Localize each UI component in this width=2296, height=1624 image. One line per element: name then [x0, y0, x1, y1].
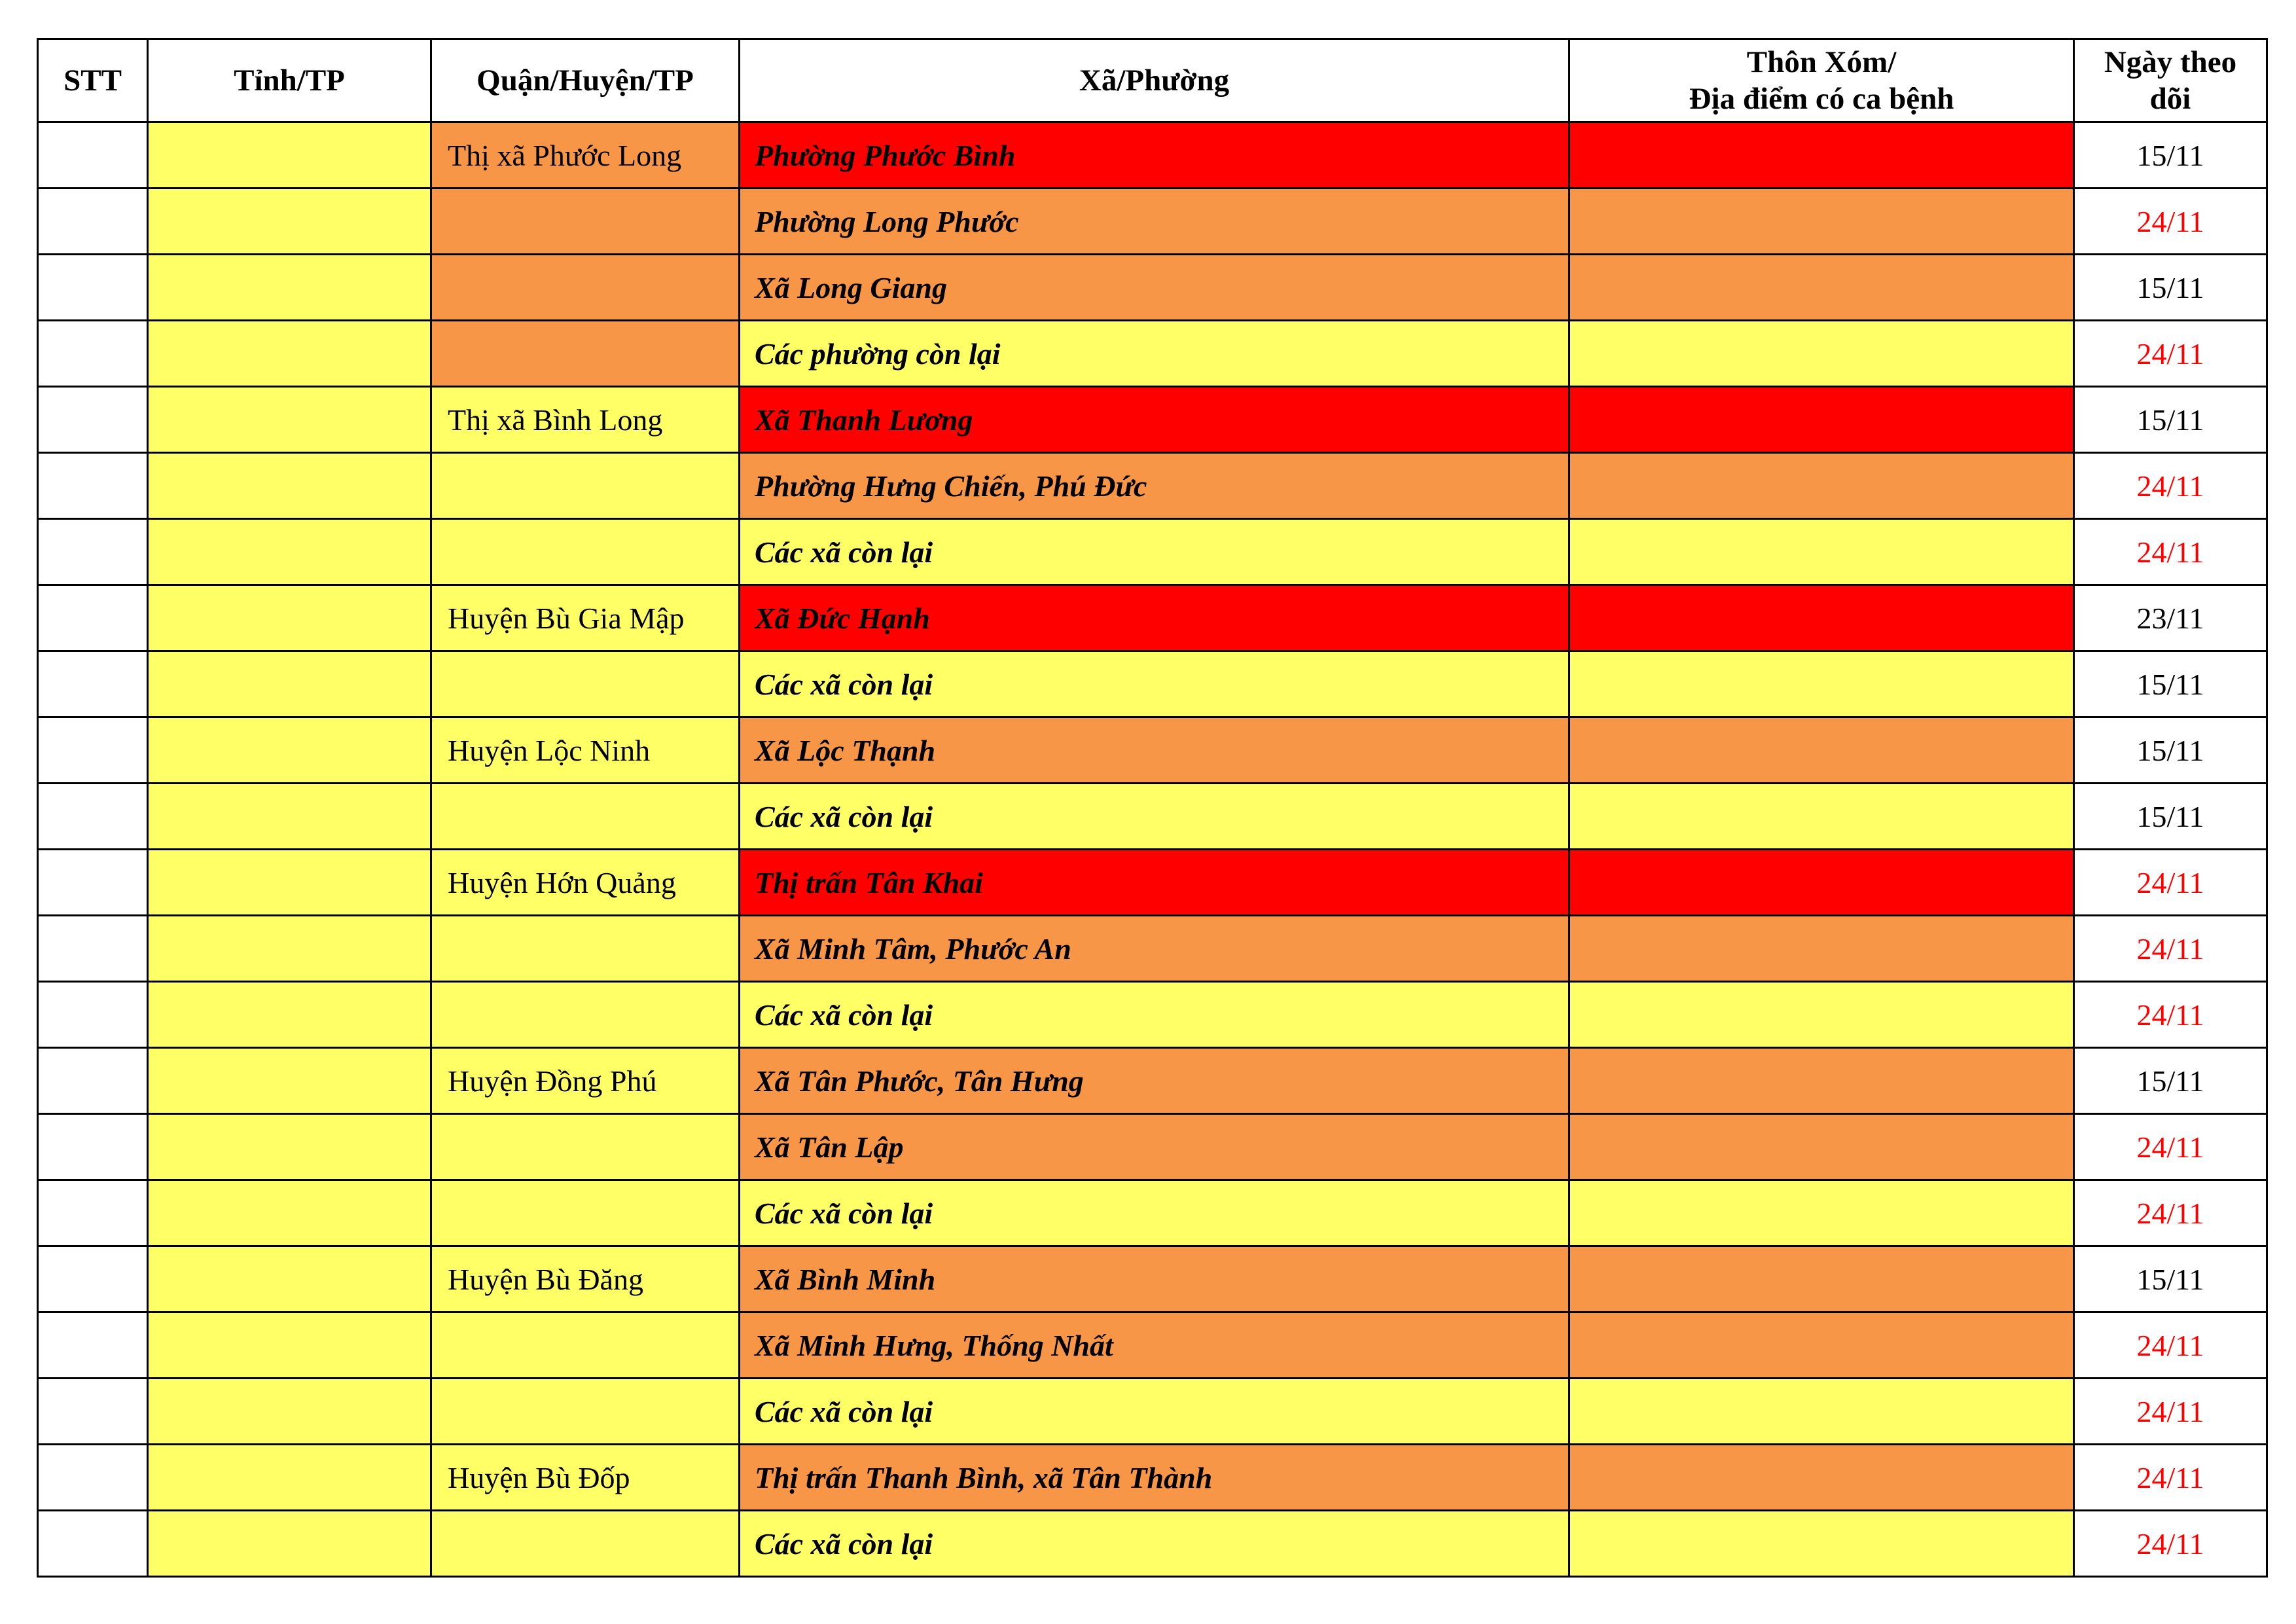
cell-xa: Các xã còn lại: [740, 651, 1570, 717]
cell-tinh: [148, 1180, 431, 1246]
cell-date: 24/11: [2074, 982, 2267, 1048]
cell-tinh: [148, 1114, 431, 1180]
cell-thon: [1570, 1246, 2074, 1312]
cell-stt: [38, 784, 148, 850]
cell-district: [431, 916, 740, 982]
cell-thon: [1570, 189, 2074, 255]
cell-district: [431, 1511, 740, 1577]
cell-thon: [1570, 585, 2074, 651]
cell-district: [431, 255, 740, 321]
cell-date: 24/11: [2074, 1312, 2267, 1379]
cell-date: 15/11: [2074, 122, 2267, 189]
cell-stt: [38, 850, 148, 916]
cell-stt: [38, 1246, 148, 1312]
cell-tinh: [148, 850, 431, 916]
table-row: [38, 387, 2267, 453]
cell-district: [431, 453, 740, 519]
cell-xa: Xã Thanh Lương: [740, 387, 1570, 453]
cell-thon: [1570, 1048, 2074, 1114]
table-row: [38, 982, 2267, 1048]
table-header-row: [38, 39, 2267, 122]
cell-stt: [38, 1180, 148, 1246]
header-ngay-line2: dõi: [2149, 82, 2191, 116]
cell-date: 24/11: [2074, 916, 2267, 982]
cell-xa: Xã Minh Tâm, Phước An: [740, 916, 1570, 982]
table-row: [38, 784, 2267, 850]
header-quan: Quận/Huyện/TP: [431, 39, 740, 122]
cell-xa: Các phường còn lại: [740, 321, 1570, 387]
cell-date: 24/11: [2074, 453, 2267, 519]
cell-xa: Xã Minh Hưng, Thống Nhất: [740, 1312, 1570, 1379]
cell-district: [431, 189, 740, 255]
cell-thon: [1570, 453, 2074, 519]
cell-district: [431, 1312, 740, 1379]
cell-district: [431, 651, 740, 717]
cell-xa: Xã Tân Phước, Tân Hưng: [740, 1048, 1570, 1114]
cell-thon: [1570, 784, 2074, 850]
cell-stt: [38, 1511, 148, 1577]
cell-stt: [38, 387, 148, 453]
cell-district: Thị xã Phước Long: [431, 122, 740, 189]
cell-thon: [1570, 1445, 2074, 1511]
table-row: [38, 1511, 2267, 1577]
cell-xa: Thị trấn Thanh Bình, xã Tân Thành: [740, 1445, 1570, 1511]
table-row: [38, 321, 2267, 387]
cell-thon: [1570, 916, 2074, 982]
cell-thon: [1570, 519, 2074, 585]
cell-xa: Các xã còn lại: [740, 784, 1570, 850]
table-row: [38, 1246, 2267, 1312]
cell-thon: [1570, 717, 2074, 784]
cell-tinh: [148, 387, 431, 453]
cell-stt: [38, 916, 148, 982]
table-row: [38, 1180, 2267, 1246]
covid-risk-table: [37, 38, 2268, 1578]
cell-stt: [38, 453, 148, 519]
cell-date: 15/11: [2074, 1246, 2267, 1312]
table-row: [38, 122, 2267, 189]
cell-thon: [1570, 1511, 2074, 1577]
cell-stt: [38, 255, 148, 321]
cell-thon: [1570, 850, 2074, 916]
cell-district: Huyện Lộc Ninh: [431, 717, 740, 784]
header-thon-line2: Địa điểm có ca bệnh: [1689, 82, 1954, 116]
cell-date: 15/11: [2074, 784, 2267, 850]
cell-district: [431, 321, 740, 387]
table-row: [38, 1445, 2267, 1511]
cell-xa: Xã Lộc Thạnh: [740, 717, 1570, 784]
cell-xa: Thị trấn Tân Khai: [740, 850, 1570, 916]
cell-thon: [1570, 122, 2074, 189]
cell-stt: [38, 585, 148, 651]
cell-xa: Các xã còn lại: [740, 1180, 1570, 1246]
cell-district: [431, 519, 740, 585]
cell-tinh: [148, 585, 431, 651]
cell-stt: [38, 1379, 148, 1445]
header-ngay-line1: Ngày theo: [2104, 45, 2237, 79]
cell-xa: Xã Bình Minh: [740, 1246, 1570, 1312]
cell-tinh: [148, 519, 431, 585]
table-row: [38, 453, 2267, 519]
cell-thon: [1570, 651, 2074, 717]
cell-tinh: [148, 1246, 431, 1312]
cell-stt: [38, 717, 148, 784]
table-row: [38, 519, 2267, 585]
cell-district: Huyện Bù Đăng: [431, 1246, 740, 1312]
header-thon: [1570, 39, 2074, 122]
cell-xa: Các xã còn lại: [740, 1511, 1570, 1577]
cell-xa: Xã Long Giang: [740, 255, 1570, 321]
cell-thon: [1570, 982, 2074, 1048]
cell-thon: [1570, 1379, 2074, 1445]
cell-stt: [38, 189, 148, 255]
cell-tinh: [148, 1445, 431, 1511]
cell-district: [431, 1379, 740, 1445]
cell-thon: [1570, 387, 2074, 453]
cell-thon: [1570, 1312, 2074, 1379]
cell-xa: Các xã còn lại: [740, 519, 1570, 585]
cell-tinh: [148, 916, 431, 982]
table-row: [38, 651, 2267, 717]
cell-date: 15/11: [2074, 387, 2267, 453]
cell-stt: [38, 321, 148, 387]
cell-date: 23/11: [2074, 585, 2267, 651]
cell-tinh: [148, 1379, 431, 1445]
cell-tinh: [148, 1511, 431, 1577]
header-xa: Xã/Phường: [740, 39, 1570, 122]
table-row: [38, 585, 2267, 651]
header-thon-line1: Thôn Xóm/: [1746, 45, 1897, 79]
cell-tinh: [148, 784, 431, 850]
cell-stt: [38, 122, 148, 189]
table-row: [38, 1312, 2267, 1379]
cell-date: 24/11: [2074, 1445, 2267, 1511]
cell-date: 15/11: [2074, 1048, 2267, 1114]
cell-tinh: [148, 1312, 431, 1379]
table-row: [38, 1048, 2267, 1114]
cell-thon: [1570, 1114, 2074, 1180]
cell-date: 24/11: [2074, 1114, 2267, 1180]
cell-district: Huyện Bù Gia Mập: [431, 585, 740, 651]
cell-xa: Xã Tân Lập: [740, 1114, 1570, 1180]
cell-stt: [38, 1312, 148, 1379]
cell-date: 15/11: [2074, 651, 2267, 717]
table-row: [38, 916, 2267, 982]
cell-date: 24/11: [2074, 519, 2267, 585]
cell-date: 15/11: [2074, 255, 2267, 321]
cell-xa: Phường Hưng Chiến, Phú Đức: [740, 453, 1570, 519]
cell-xa: Các xã còn lại: [740, 982, 1570, 1048]
cell-xa: Xã Đức Hạnh: [740, 585, 1570, 651]
cell-stt: [38, 651, 148, 717]
cell-xa: Phường Long Phước: [740, 189, 1570, 255]
table-row: [38, 717, 2267, 784]
cell-tinh: [148, 255, 431, 321]
cell-tinh: [148, 982, 431, 1048]
cell-district: Huyện Hớn Quảng: [431, 850, 740, 916]
cell-district: [431, 1114, 740, 1180]
table-row: [38, 189, 2267, 255]
cell-xa: Phường Phước Bình: [740, 122, 1570, 189]
table-body: [38, 39, 2267, 1577]
table-row: [38, 1114, 2267, 1180]
cell-stt: [38, 1114, 148, 1180]
cell-xa: Các xã còn lại: [740, 1379, 1570, 1445]
cell-tinh: [148, 453, 431, 519]
table-row: [38, 255, 2267, 321]
cell-district: [431, 784, 740, 850]
cell-tinh: [148, 1048, 431, 1114]
cell-thon: [1570, 1180, 2074, 1246]
cell-date: 24/11: [2074, 321, 2267, 387]
cell-thon: [1570, 255, 2074, 321]
cell-tinh: [148, 321, 431, 387]
cell-tinh: [148, 717, 431, 784]
cell-date: 24/11: [2074, 189, 2267, 255]
cell-date: 24/11: [2074, 1511, 2267, 1577]
header-tinh: Tỉnh/TP: [148, 39, 431, 122]
cell-tinh: [148, 122, 431, 189]
cell-district: Huyện Đồng Phú: [431, 1048, 740, 1114]
cell-district: Thị xã Bình Long: [431, 387, 740, 453]
header-stt: STT: [38, 39, 148, 122]
cell-district: [431, 982, 740, 1048]
cell-date: 24/11: [2074, 1180, 2267, 1246]
cell-stt: [38, 1445, 148, 1511]
table-row: [38, 1379, 2267, 1445]
cell-stt: [38, 519, 148, 585]
cell-date: 24/11: [2074, 1379, 2267, 1445]
cell-district: [431, 1180, 740, 1246]
cell-stt: [38, 982, 148, 1048]
cell-district: Huyện Bù Đốp: [431, 1445, 740, 1511]
cell-tinh: [148, 651, 431, 717]
cell-date: 24/11: [2074, 850, 2267, 916]
cell-stt: [38, 1048, 148, 1114]
cell-tinh: [148, 189, 431, 255]
cell-date: 15/11: [2074, 717, 2267, 784]
header-ngay: [2074, 39, 2267, 122]
cell-thon: [1570, 321, 2074, 387]
table-row: [38, 850, 2267, 916]
